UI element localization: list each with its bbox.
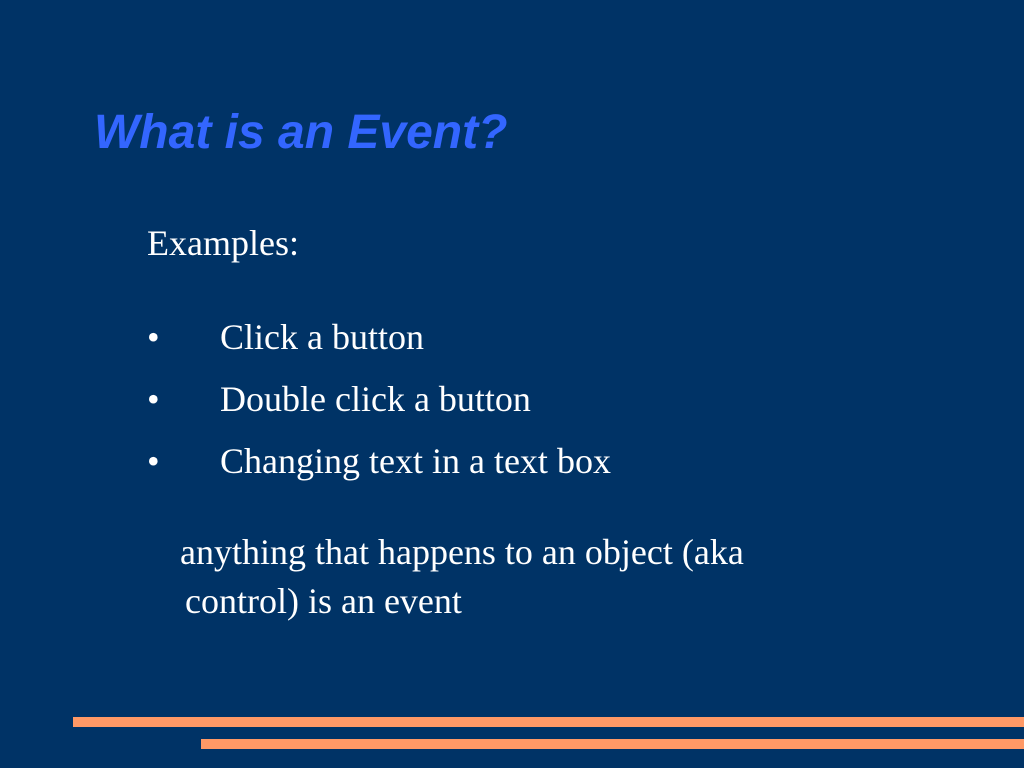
examples-list bbox=[147, 308, 611, 494]
list-item-label: Changing text in a text box bbox=[220, 441, 611, 481]
bullet-icon: • bbox=[147, 379, 160, 419]
slide-title: What is an Event? bbox=[94, 106, 508, 159]
summary-line: anything that happens to an object (aka bbox=[180, 532, 744, 572]
accent-rule-bottom bbox=[201, 739, 1024, 749]
bullet-icon: • bbox=[147, 317, 160, 357]
bullet-icon: • bbox=[147, 441, 160, 481]
list-item bbox=[147, 308, 611, 370]
summary-line: control) is an event bbox=[185, 581, 462, 621]
list-item-label: Double click a button bbox=[220, 379, 531, 419]
list-item bbox=[147, 432, 611, 494]
list-item-label: Click a button bbox=[220, 317, 424, 357]
summary-text bbox=[180, 528, 960, 626]
accent-rule-top bbox=[73, 717, 1024, 727]
examples-heading: Examples: bbox=[147, 223, 299, 263]
list-item bbox=[147, 370, 611, 432]
